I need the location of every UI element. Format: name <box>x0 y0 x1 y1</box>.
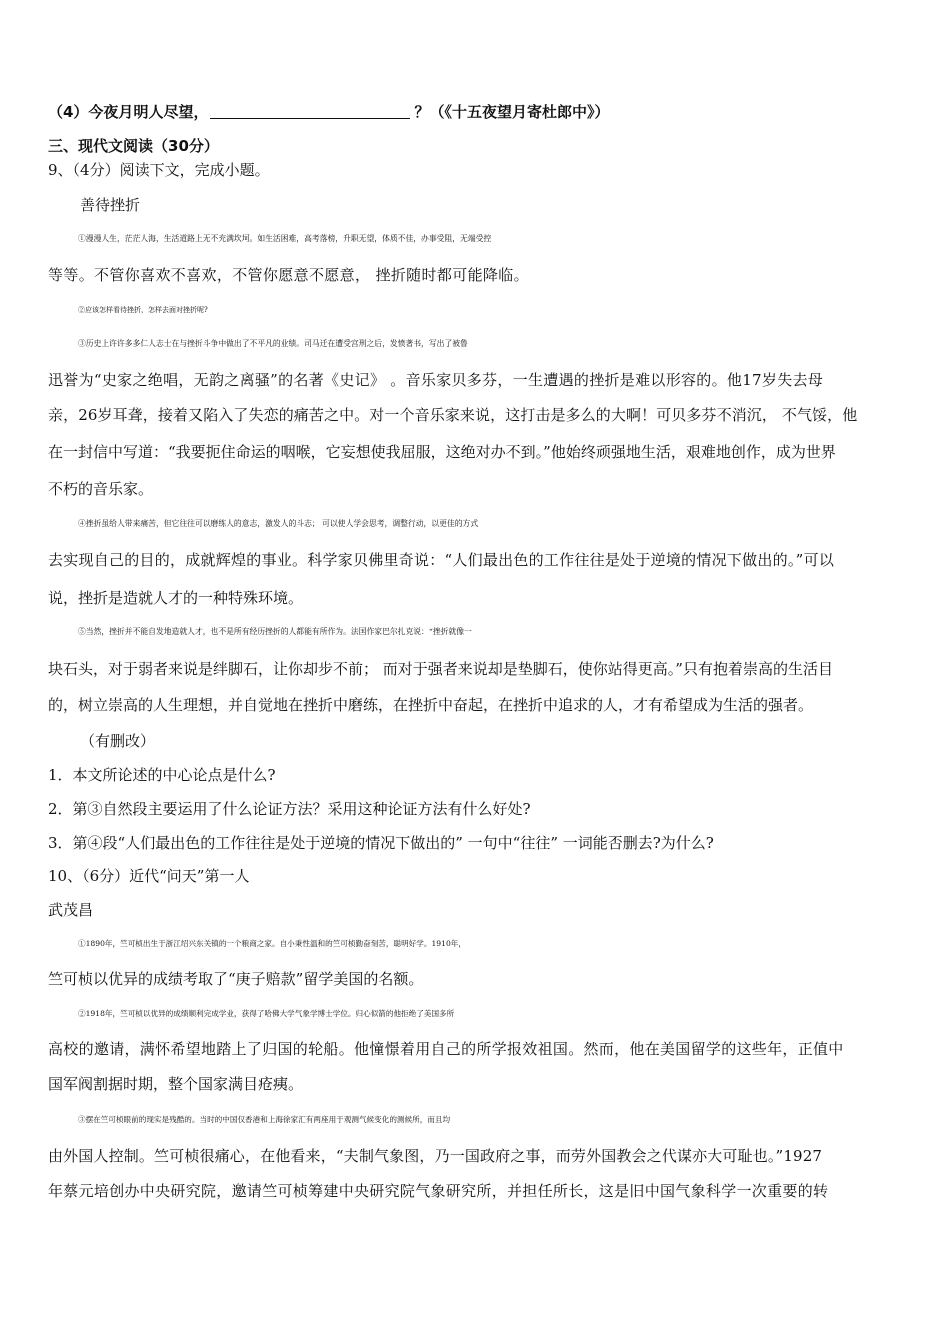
q10-author: 武茂昌 <box>48 901 94 919</box>
q9-paragraph-line: 在一封信中写道：“我要扼住命运的咽喉，它妄想使我屈服，这绝对办不到。”他始终顽强地生活，艰难地创作，成为世界 <box>48 443 836 461</box>
q10-paragraph-line: 由外国人控制。竺可桢很痛心，在他看来，“夫制气象图，乃一国政府之事，而劳外国教会之代谋亦大可耻也。”1927 <box>48 1147 823 1165</box>
q10-paragraph-line: ③摆在竺可桢眼前的现实是残酷的。当时的中国仅香港和上海徐家汇有两座用于观测气候变化的测候所，而且均 <box>78 1115 451 1124</box>
q10-paragraph-line: 竺可桢以优异的成绩考取了“庚子赔款”留学美国的名额。 <box>48 970 424 988</box>
q9-paragraph-line: 等等。不管你喜欢不喜欢，不管你愿意不愿意， 挫折随时都可能降临。 <box>48 266 529 284</box>
sub-question-2: 2．第③自然段主要运用了什么论证方法？采用这种论证方法有什么好处? <box>48 800 531 818</box>
section-heading: 三、现代文阅读（30分） <box>48 137 219 155</box>
article-note: （有删改） <box>80 732 156 750</box>
q10-intro: 10、（6分）近代“问天”第一人 <box>48 867 250 885</box>
q9-paragraph-line: ②应该怎样看待挫折，怎样去面对挫折呢? <box>78 306 208 314</box>
q9-paragraph-line: 亲，26岁耳聋，接着又陷入了失恋的痛苦之中。对一个音乐家来说，这打击是多么的大啊！可贝多芬不消沉， 不气馁，他 <box>48 406 858 424</box>
q8-item4-suffix: ？（《十五夜望月寄杜郎中》） <box>414 103 610 121</box>
q9-paragraph-line: 说，挫折是造就人才的一种特殊环境。 <box>48 589 304 607</box>
q10-paragraph-line: ①1890年，竺可桢出生于浙江绍兴东关镇的一个粮商之家。自小秉性温和的竺可桢勤奋刻苦，聪明好学。1910年， <box>78 939 466 948</box>
q9-paragraph-line: ④挫折虽给人带来痛苦，但它往往可以磨练人的意志，激发人的斗志； 可以使人学会思考，调整行动，以更佳的方式 <box>78 519 479 528</box>
answer-blank[interactable] <box>210 102 410 119</box>
q9-intro: 9、（4分）阅读下文，完成小题。 <box>48 161 270 179</box>
q9-paragraph-line: 的，树立崇高的人生理想，并自觉地在挫折中磨练，在挫折中奋起，在挫折中追求的人，才有希望成为生活的强者。 <box>48 696 814 714</box>
q9-paragraph-line: ①漫漫人生，茫茫人海，生活道路上无不充满坎坷。如生活困难，高考落榜，升职无望，体质不佳，办事受阻，无端受控 <box>78 234 492 243</box>
q9-paragraph-line: 迅誉为“史家之绝唱，无韵之离骚”的名著《史记》 。音乐家贝多芬，一生遭遇的挫折是难以形容的。他17岁失去母 <box>48 371 824 389</box>
q10-paragraph-line: 高校的邀请，满怀希望地踏上了归国的轮船。他憧憬着用自己的所学报效祖国。然而，他在美国留学的这些年，正值中 <box>48 1040 844 1058</box>
q10-paragraph-line: 年蔡元培创办中央研究院，邀请竺可桢筹建中央研究院气象研究所，并担任所长，这是旧中国气象科学一次重要的转 <box>48 1182 829 1200</box>
q10-paragraph-line: 国军阀割据时期，整个国家满目疮痍。 <box>48 1075 304 1093</box>
q10-paragraph-line: ②1918年，竺可桢以优异的成绩顺利完成学业，获得了哈佛大学气象学博士学位。归心似箭的他拒绝了美国多所 <box>78 1009 455 1018</box>
q9-paragraph-line: ③历史上许许多多仁人志士在与挫折斗争中做出了不平凡的业绩。司马迁在遭受宫刑之后，发愤著书，写出了被鲁 <box>78 339 468 348</box>
q8-item4 <box>48 102 609 122</box>
q9-paragraph-line: 去实现自己的目的，成就辉煌的事业。科学家贝佛里奇说：“人们最出色的工作往往是处于逆境的情况下做出的。”可以 <box>48 551 835 569</box>
sub-question-1: 1．本文所论述的中心论点是什么? <box>48 766 276 784</box>
q9-paragraph-line: 块石头，对于弱者来说是绊脚石，让你却步不前； 而对于强者来说却是垫脚石，使你站得更高。”只有抱着崇高的生活目 <box>48 660 833 678</box>
article-title: 善待挫折 <box>80 196 141 214</box>
q8-item4-prefix: （4）今夜月明人尽望， <box>48 103 209 121</box>
q9-paragraph-line: ⑤当然，挫折并不能自发地造就人才，也不是所有经历挫折的人都能有所作为。法国作家巴尔扎克说：“挫折就像一 <box>78 627 472 636</box>
sub-question-3: 3．第④段“人们最出色的工作往往是处于逆境的情况下做出的” 一句中“往往” 一词能否删去?为什么? <box>48 834 714 852</box>
q9-paragraph-line: 不朽的音乐家。 <box>48 480 154 498</box>
